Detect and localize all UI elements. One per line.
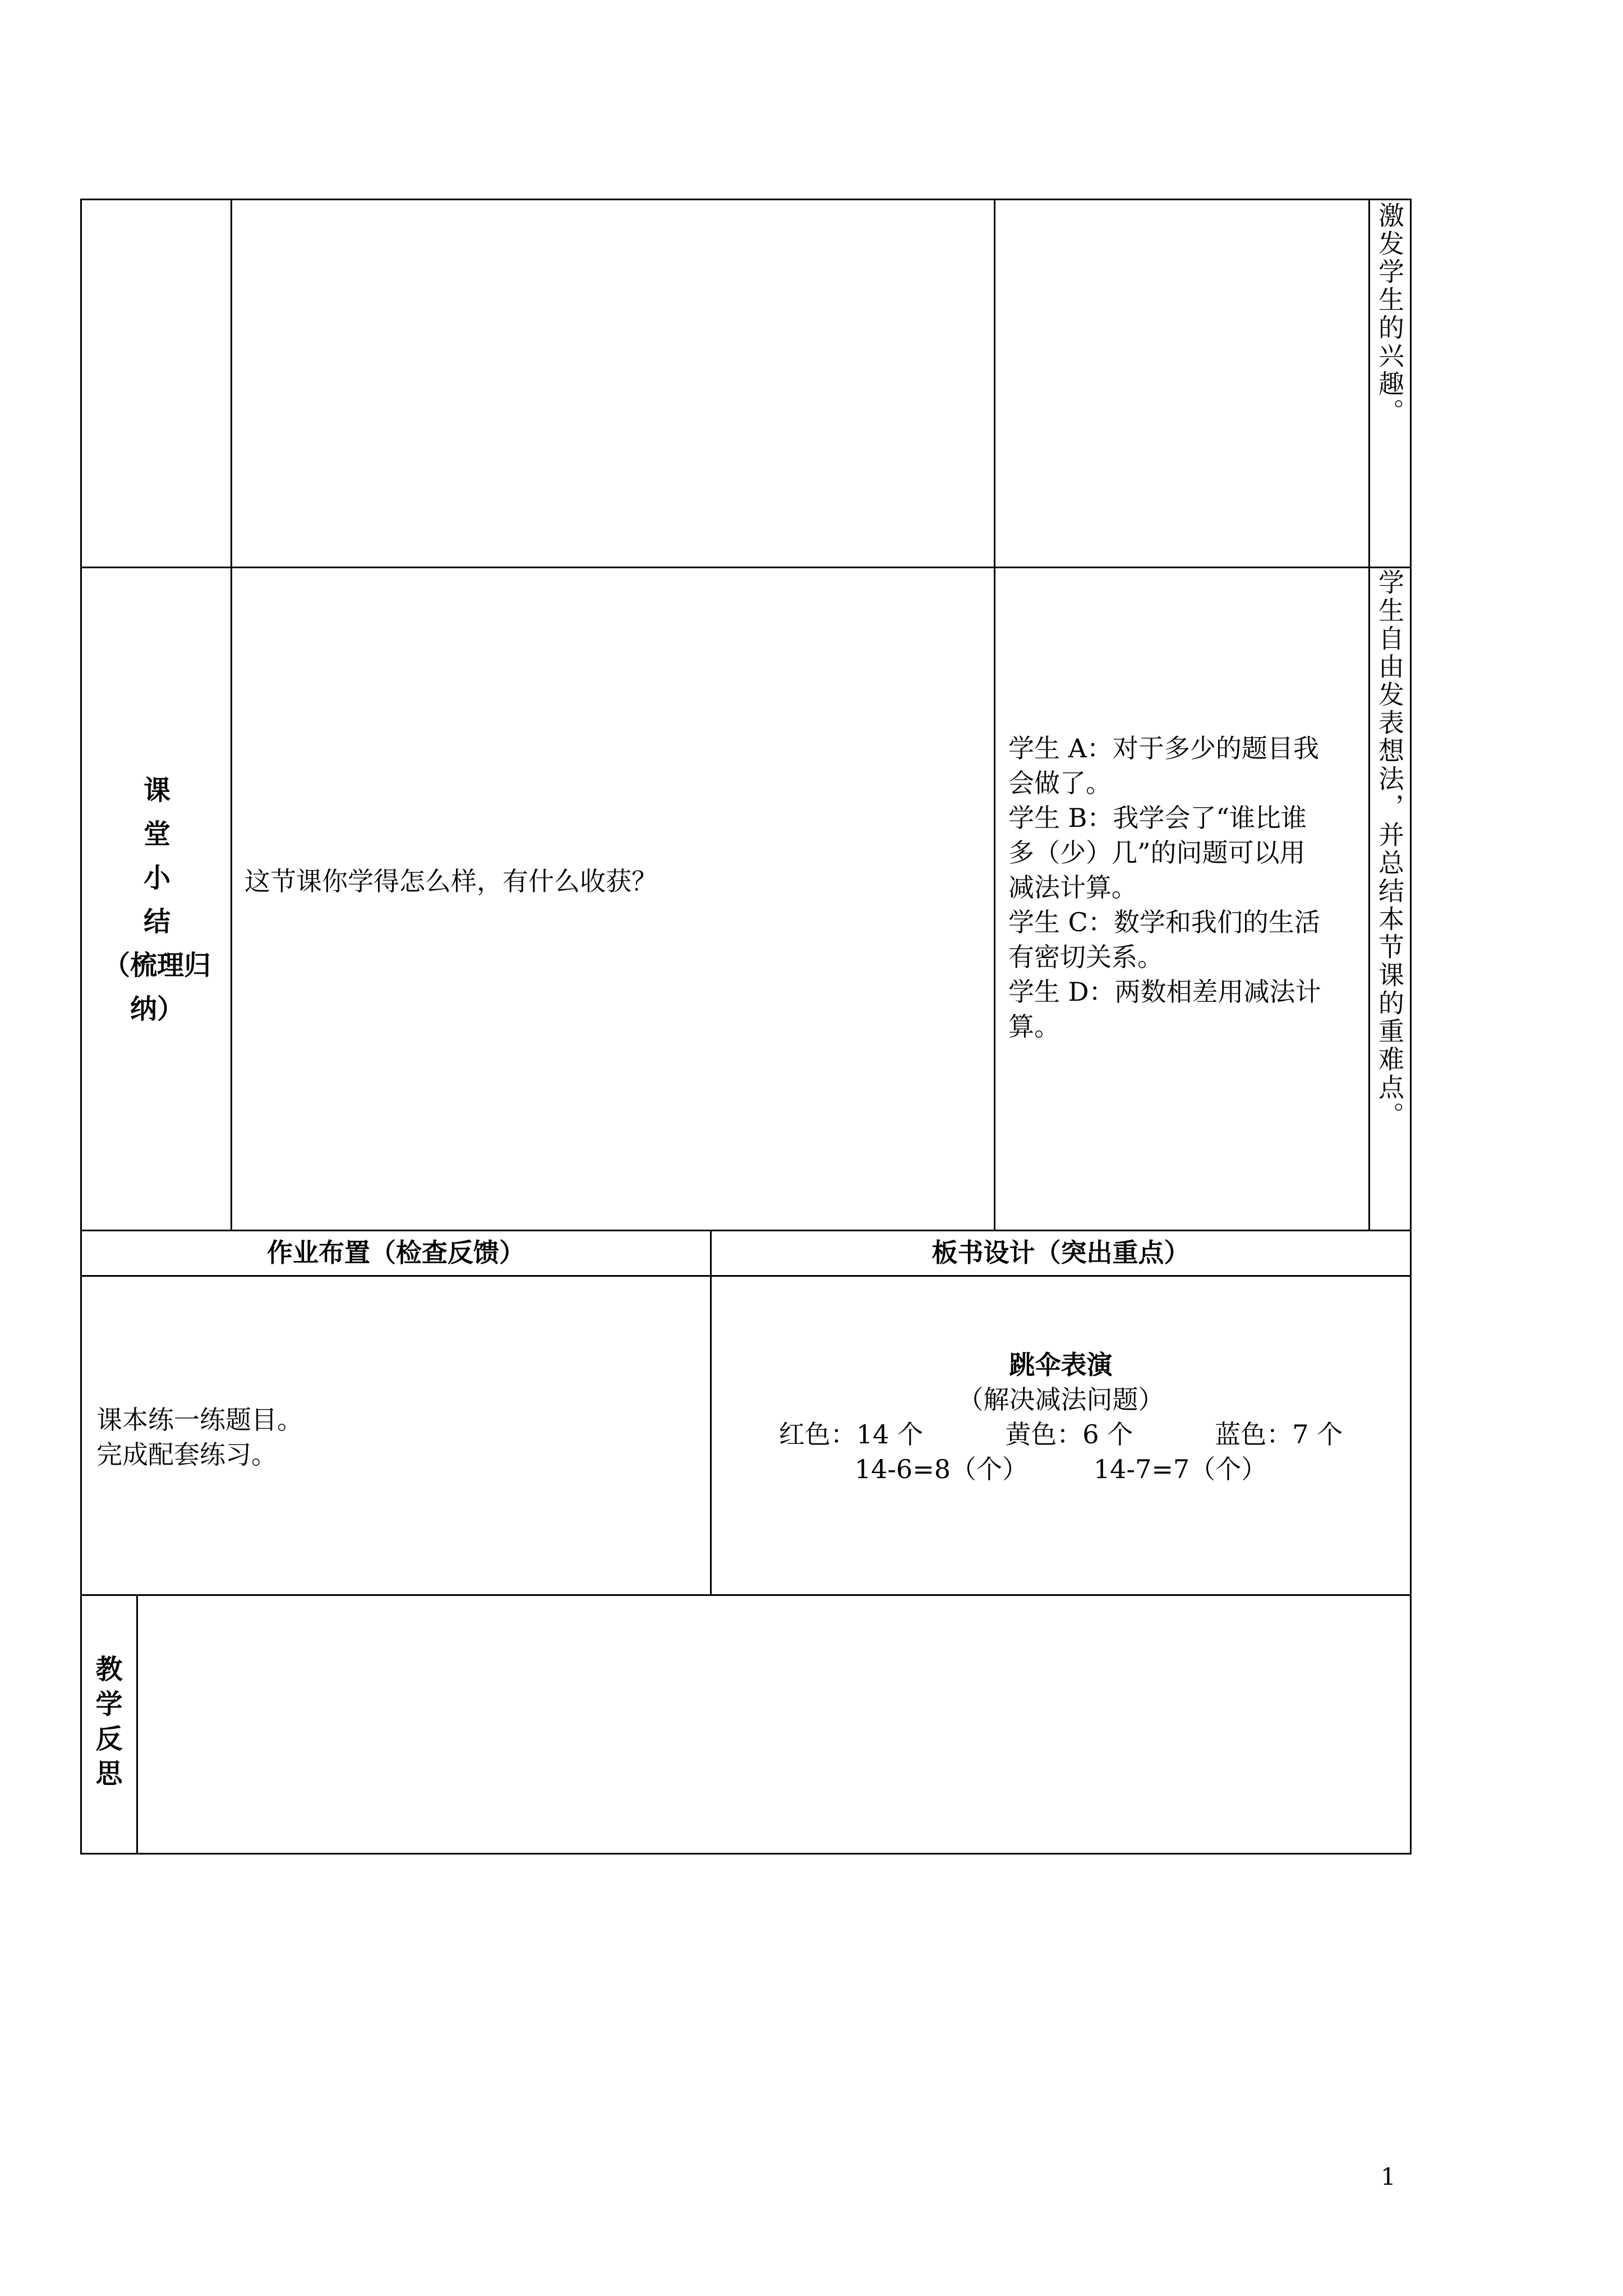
reflection-label bbox=[82, 1652, 136, 1791]
student-line: 学生 B：我学会了“谁比谁 bbox=[1008, 803, 1307, 833]
reflection-label-line: 教 bbox=[95, 1654, 123, 1685]
summary-label bbox=[90, 769, 224, 1031]
col-divider-b bbox=[994, 199, 995, 1231]
board-design bbox=[712, 1347, 1410, 1487]
page-number: 1 bbox=[1381, 2163, 1396, 2191]
col-divider-a bbox=[230, 199, 232, 1231]
student-line: 学生 A：对于多少的题目我 bbox=[1008, 733, 1319, 763]
student-line: 会做了。 bbox=[1008, 768, 1112, 798]
student-line: 多（少）几”的问题可以用 bbox=[1008, 838, 1306, 868]
board-colors-line: 红色：14 个 黄色：6 个 蓝色：7 个 bbox=[778, 1419, 1343, 1450]
board-title: 跳伞表演 bbox=[1009, 1350, 1113, 1380]
row-divider-1 bbox=[80, 567, 1412, 568]
summary-note-vertical: 学生自由发表想法，并总结本节课的重难点。 bbox=[1375, 569, 1405, 1130]
board-equations-line: 14-6=8（个） 14-7=7（个） bbox=[854, 1454, 1267, 1484]
homework-content bbox=[96, 1402, 702, 1472]
top-note-vertical: 激发学生的兴趣。 bbox=[1375, 202, 1405, 426]
student-line: 减法计算。 bbox=[1008, 872, 1137, 903]
summary-label-line: 结 bbox=[143, 906, 170, 937]
col-divider-c bbox=[1368, 199, 1370, 1231]
student-line: 算。 bbox=[1008, 1011, 1060, 1042]
student-line: 学生 C：数学和我们的生活 bbox=[1008, 907, 1320, 937]
summary-label-line: 课 bbox=[143, 775, 170, 806]
summary-label-line: 纳） bbox=[130, 993, 184, 1025]
homework-header: 作业布置（检查反馈） bbox=[267, 1237, 525, 1268]
student-line: 学生 D：两数相差用减法计 bbox=[1008, 977, 1321, 1007]
reflection-label-line: 思 bbox=[95, 1758, 123, 1789]
summary-teacher-text: 这节课你学得怎么样，有什么收获？ bbox=[245, 866, 657, 896]
summary-student-responses bbox=[1008, 731, 1367, 1044]
row-divider-2 bbox=[80, 1230, 1412, 1231]
summary-label-line: （梳理归 bbox=[103, 950, 211, 981]
board-subtitle: （解决减法问题） bbox=[957, 1384, 1164, 1415]
table-right-border bbox=[1410, 199, 1412, 1855]
homework-line: 课本练一练题目。 bbox=[96, 1405, 303, 1435]
row-divider-3 bbox=[80, 1275, 1412, 1277]
table-left-border bbox=[80, 199, 82, 1855]
reflection-label-line: 反 bbox=[95, 1723, 123, 1755]
summary-label-line: 堂 bbox=[143, 818, 170, 850]
table-top-border bbox=[80, 199, 1412, 200]
student-line: 有密切关系。 bbox=[1008, 942, 1163, 972]
reflection-label-line: 学 bbox=[95, 1688, 123, 1720]
col-divider-reflection bbox=[136, 1594, 138, 1855]
row-divider-4 bbox=[80, 1594, 1412, 1596]
board-header: 板书设计（突出重点） bbox=[932, 1237, 1190, 1268]
summary-label-line: 小 bbox=[143, 862, 170, 894]
homework-line: 完成配套练习。 bbox=[96, 1439, 277, 1470]
table-bottom-border bbox=[80, 1853, 1412, 1855]
